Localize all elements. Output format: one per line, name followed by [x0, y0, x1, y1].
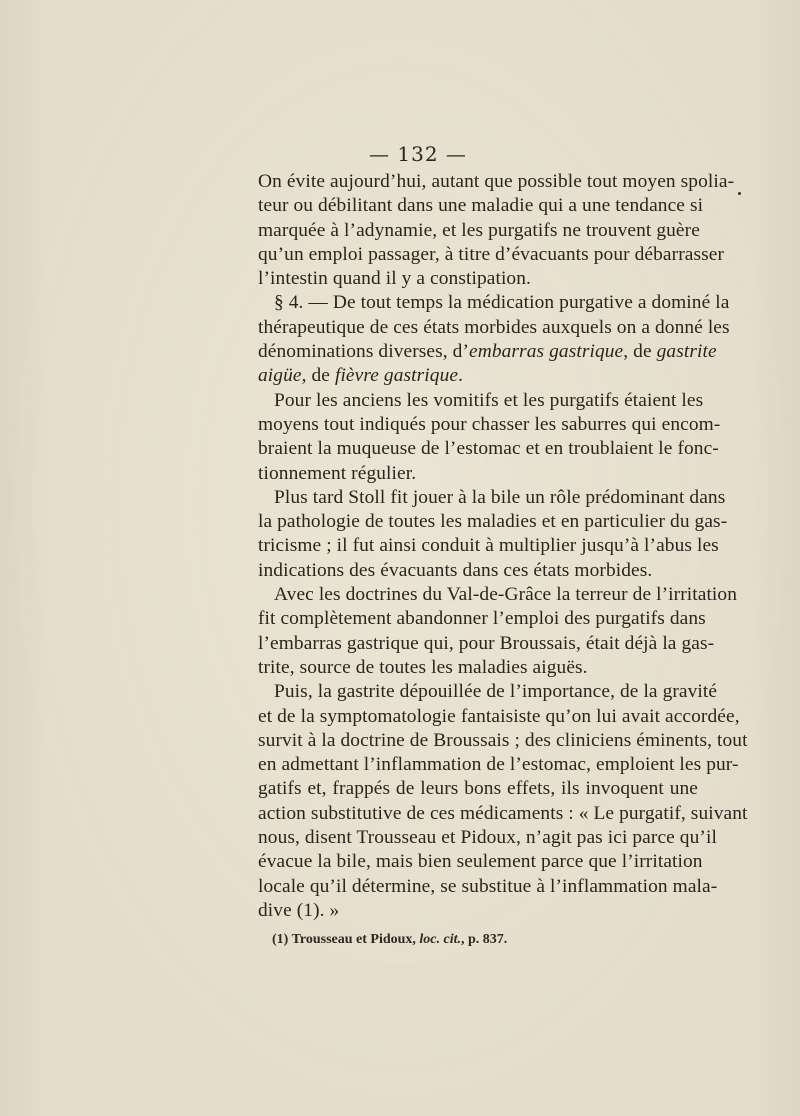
text-line: la pathologie de toutes les maladies et en particulier du gas- [258, 511, 728, 533]
text-line: marquée à l’adynamie, et les purgatifs ne trouvent guère [258, 219, 700, 241]
paragraph-5 [258, 583, 738, 680]
text-line: qu’un emploi passager, à titre d’évacuants pour débarrasser [258, 243, 725, 265]
footnote [272, 932, 507, 948]
text-line: Puis, la gastrite dépouillée de l’importance, de la gravité [274, 681, 718, 703]
text-line: trite, source de toutes les maladies aiguës. [258, 656, 588, 678]
text-line: action substitutive de ces médicaments : « Le purgatif, suivant [258, 802, 748, 824]
text-line: nous, disent Trousseau et Pidoux, n’agit pas ici parce qu’il [258, 827, 717, 849]
text-line: tionnement régulier. [258, 462, 417, 484]
italic-term: gastrite [656, 341, 717, 363]
text-line: et de la symptomatologie fantaisiste qu’on lui avait accordée, [258, 705, 740, 727]
text-run: , de [623, 341, 657, 363]
footnote-text: , p. 837. [461, 932, 508, 947]
text-line: Plus tard Stoll fit jouer à la bile un rôle prédominant dans [274, 486, 726, 508]
text-line: braient la muqueuse de l’estomac et en troublaient le fonc- [258, 438, 719, 460]
text-line-mixed [258, 340, 717, 364]
text-line: On évite aujourd’hui, autant que possible tout moyen spolia- [258, 171, 735, 192]
text-line: évacue la bile, mais bien seulement parce que l’irritation [258, 851, 703, 873]
text-line: l’embarras gastrique qui, pour Broussais, était déjà la gas- [258, 632, 715, 654]
paragraph-1 [258, 170, 735, 291]
ink-speck [738, 192, 741, 195]
text-line: gatifs et, frappés de leurs bons effets, ils invoquent une [258, 778, 698, 800]
text-line: fit complètement abandonner l’emploi des purgatifs dans [258, 608, 706, 630]
body-text [258, 170, 748, 923]
text-line: Avec les doctrines du Val-de-Grâce la terreur de l’irritation [274, 584, 738, 606]
text-line: indications des évacuants dans ces états morbides. [258, 559, 653, 581]
paragraph-2 [258, 291, 730, 388]
text-line: en admettant l’inflammation de l’estomac, emploient les pur- [258, 754, 739, 776]
text-line: moyens tout indiqués pour chasser les saburres qui encom- [258, 413, 721, 435]
italic-term: embarras gastrique [469, 341, 624, 363]
footnote-italic: loc. cit. [419, 932, 462, 947]
italic-term: aigüe [258, 365, 302, 387]
text-run: dénominations diverses, d’ [258, 341, 470, 363]
text-line: teur ou débilitant dans une maladie qui a une tendance si [258, 195, 704, 217]
text-line: thérapeutique de ces états morbides auxquels on a donné les [258, 316, 730, 338]
text-line: Pour les anciens les vomitifs et les purgatifs étaient les [274, 389, 704, 411]
paragraph-3 [258, 389, 721, 486]
paragraph-4 [258, 486, 728, 583]
text-run: . [458, 365, 464, 387]
text-line: l’intestin quand il y a constipation. [258, 268, 531, 290]
italic-term: fièvre gastrique [334, 365, 459, 387]
text-run: , de [301, 365, 335, 387]
text-line: locale qu’il détermine, se substitue à l’inflammation mala- [258, 875, 718, 897]
text-line: tricisme ; il fut ainsi conduit à multiplier jusqu’à l’abus les [258, 535, 719, 557]
text-line: dive (1). » [258, 899, 340, 921]
text-line: § 4. — De tout temps la médication purgative a dominé la [274, 292, 730, 314]
page-number: — 132 — [369, 142, 467, 166]
footnote-text: (1) Trousseau et Pidoux, [272, 932, 420, 947]
text-line-mixed [258, 364, 698, 388]
text-line: survit à la doctrine de Broussais ; des cliniciens éminents, tout [258, 729, 748, 751]
paragraph-6 [258, 680, 748, 923]
